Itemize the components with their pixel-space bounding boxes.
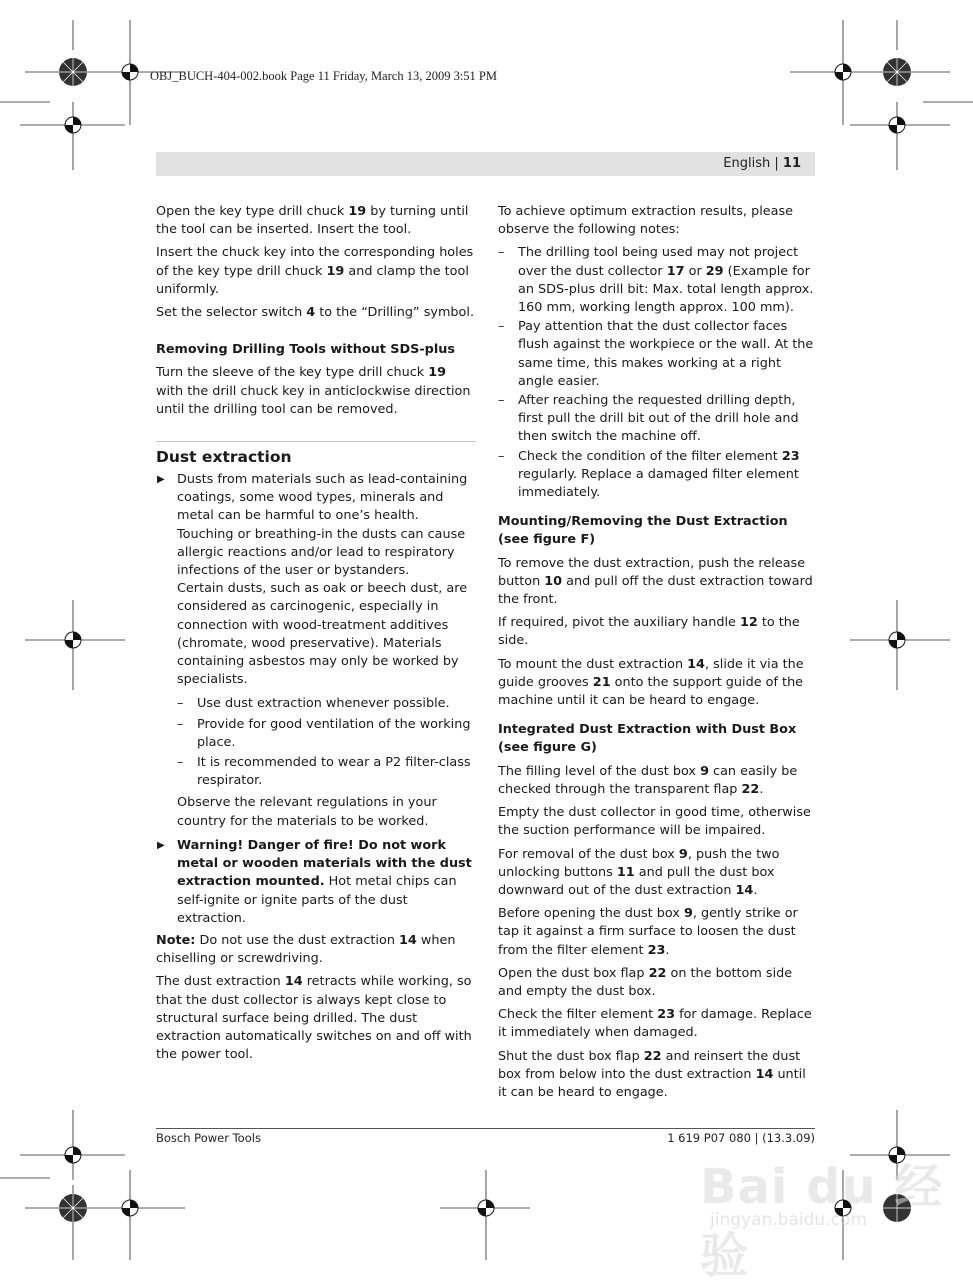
text: for damage. Replace it immediately when damaged.	[498, 1007, 812, 1041]
paragraph	[498, 846, 816, 901]
text: To mount the dust extraction	[498, 656, 688, 672]
ref-number: 12	[739, 615, 758, 631]
text: Shut the dust box flap	[498, 1048, 644, 1064]
text: with the drill chuck key in anticlockwise direction until the drilling tool can be removed.	[156, 383, 471, 417]
baidu-watermark	[700, 1148, 960, 1284]
ref-number: 29	[705, 263, 724, 279]
ref-number: 17	[666, 263, 685, 279]
left-column	[156, 203, 476, 1069]
paragraph	[498, 763, 816, 799]
text: to the “Drilling” symbol.	[315, 305, 475, 321]
ref-number: 10	[544, 573, 563, 589]
dash-bullet: –	[498, 319, 505, 335]
note-paragraph	[156, 932, 476, 968]
text: , push the two unlocking buttons	[498, 846, 780, 880]
text: Check the condition of the filter element	[518, 448, 782, 464]
text: To remove the dust extraction, push the release button	[498, 555, 806, 589]
text: onto the support guide of the machine until it can be heard to engage.	[498, 674, 804, 709]
text: on the bottom side and empty the dust box.	[498, 965, 793, 999]
page-number: 11	[782, 156, 801, 171]
paragraph	[156, 203, 476, 239]
page-header-bar	[156, 152, 815, 176]
list-item	[498, 448, 816, 503]
list-item	[177, 716, 476, 752]
dash-bullet: –	[498, 393, 505, 409]
paragraph: Empty the dust collector in good time, otherwise the suction performance will be impaired.	[498, 805, 811, 839]
paragraph	[498, 1006, 816, 1042]
header-separator: |	[770, 156, 783, 171]
text: Turn the sleeve of the key type drill chuck	[156, 365, 429, 381]
list-item	[498, 318, 816, 391]
text: If required, pivot the auxiliary handle	[498, 615, 740, 631]
footer-brand: Bosch Power Tools	[156, 1131, 261, 1145]
warning-block	[156, 837, 476, 928]
ref-number: 21	[592, 674, 611, 690]
text: and pull the dust box downward out of the dust extraction	[498, 864, 775, 898]
paragraph	[498, 965, 816, 1001]
dash-list	[498, 244, 816, 502]
list-item	[498, 244, 816, 317]
text: by turning until the tool can be inserted. Insert the tool.	[156, 204, 469, 238]
text: Hot metal chips can self-ignite or ignite parts of the dust extraction.	[177, 874, 457, 926]
ref-number: 11	[616, 864, 635, 880]
paragraph	[498, 656, 816, 711]
ref-number: 19	[326, 263, 345, 279]
text: , slide it via the guide grooves	[498, 656, 804, 690]
paragraph	[156, 973, 476, 1064]
ref-number: 14	[755, 1066, 774, 1082]
triangle-bullet-icon: ▶	[157, 474, 165, 486]
right-column	[498, 203, 816, 1107]
ref-number: 14	[399, 932, 417, 948]
warning-text: Certain dusts, such as oak or beech dust, are considered as carcinogenic, especially in connection with wood-treatment additives (chromate, wood preservative). Materials containing asbestos may only be worked by specialists.	[177, 581, 468, 688]
ref-number: 23	[657, 1007, 675, 1023]
footer-rule	[156, 1128, 815, 1129]
text: .	[665, 942, 670, 958]
text: (Example for an SDS-plus drill bit: Max. total length approx. 160 mm, working length approx. 100 mm).	[518, 263, 814, 316]
dash-bullet: –	[177, 755, 184, 771]
text: Set the selector switch	[156, 305, 307, 321]
ref-number: 9	[700, 763, 709, 779]
text: Open the key type drill chuck	[156, 204, 349, 219]
warning-block	[156, 471, 476, 831]
ref-number: 22	[741, 781, 760, 797]
text: until it can be heard to engage.	[498, 1066, 806, 1100]
text: Insert the chuck key into the corresponding holes of the key type drill chuck	[156, 245, 474, 279]
ref-number: 14	[687, 656, 705, 672]
ref-number: 9	[678, 846, 688, 862]
dash-bullet: –	[177, 716, 184, 732]
text: and reinsert the dust box from below into the dust extraction	[498, 1048, 801, 1082]
subheading: Mounting/Removing the Dust Extraction (see figure F)	[498, 514, 788, 548]
text: and clamp the tool uniformly.	[156, 263, 469, 297]
print-slug: OBJ_BUCH-404-002.book Page 11 Friday, March 13, 2009 3:51 PM	[150, 69, 497, 83]
text: , gently strike or tap it against a firm surface to loosen the dust from the filter element	[498, 906, 798, 958]
text: Check the filter element	[498, 1007, 658, 1023]
note-label: Note:	[156, 932, 196, 948]
text: It is recommended to wear a P2 filter-class respirator.	[197, 755, 471, 789]
list-item	[177, 754, 476, 790]
ref-number: 23	[647, 942, 666, 958]
ref-number: 23	[781, 448, 800, 464]
ref-number: 4	[306, 305, 316, 321]
text: After reaching the requested drilling depth, first pull the drill bit out of the drill hole and then switch the machine off.	[518, 393, 799, 445]
ref-number: 22	[643, 1048, 662, 1064]
ref-number: 9	[683, 906, 693, 922]
paragraph	[156, 304, 476, 322]
text: Provide for good ventilation of the working place.	[197, 716, 471, 750]
warning-text: Observe the relevant regulations in your country for the materials to be worked.	[177, 795, 437, 829]
text: The filling level of the dust box	[498, 763, 701, 779]
ref-number: 14	[284, 974, 303, 990]
text: Use dust extraction whenever possible.	[197, 696, 450, 712]
warning-text: Dusts from materials such as lead-containing coatings, some wood types, minerals and metal can be harmful to one’s health. Touching or breathing-in the dusts can cause allergic reactions and/or lead to respiratory infections of the user or bystanders.	[177, 472, 468, 579]
ref-number: 22	[648, 965, 667, 981]
dash-list	[177, 695, 476, 790]
warning-bold: Warning! Danger of fire! Do not work metal or wooden materials with the dust extraction mounted.	[177, 837, 472, 890]
text: For removal of the dust box	[498, 846, 679, 862]
ref-number: 19	[348, 204, 367, 219]
text: and pull off the dust extraction toward the front.	[498, 573, 813, 608]
triangle-bullet-icon: ▶	[157, 839, 165, 851]
text: regularly. Replace a damaged filter element immediately.	[518, 466, 799, 501]
text: The drilling tool being used may not project over the dust collector	[518, 245, 799, 279]
ref-number: 14	[735, 882, 754, 898]
dash-bullet: –	[498, 245, 505, 261]
dash-bullet: –	[177, 696, 184, 712]
paragraph	[498, 905, 816, 960]
list-item	[177, 695, 476, 713]
paragraph	[498, 1048, 816, 1103]
paragraph: To achieve optimum extraction results, please observe the following notes:	[498, 204, 794, 238]
text: can easily be checked through the transparent flap	[498, 763, 798, 797]
ref-number: 19	[428, 365, 447, 381]
subheading: Integrated Dust Extraction with Dust Box (see figure G)	[498, 722, 797, 756]
list-item	[498, 392, 816, 447]
text: .	[759, 781, 764, 797]
paragraph	[156, 244, 476, 299]
text: Before opening the dust box	[498, 906, 684, 922]
text: Pay attention that the dust collector faces flush against the workpiece or the wall. At the same time, this makes working at a right angle easier.	[518, 319, 814, 389]
page-header-label	[723, 156, 801, 171]
text: when chiselling or screwdriving.	[156, 932, 456, 967]
text: .	[753, 882, 758, 898]
text: Do not use the dust extraction	[195, 932, 399, 948]
text: or	[684, 263, 706, 279]
text: The dust extraction	[156, 974, 285, 990]
text: to the side.	[498, 615, 800, 649]
subheading: Removing Drilling Tools without SDS-plus	[156, 342, 455, 358]
text: Open the dust box flap	[498, 965, 649, 981]
dash-bullet: –	[498, 448, 505, 464]
footer-doc-number: 1 619 P07 080 | (13.3.09)	[667, 1131, 815, 1145]
watermark-url: jingyan.baidu.com	[710, 1210, 867, 1230]
paragraph	[156, 364, 476, 419]
paragraph	[498, 614, 816, 650]
header-language: English	[723, 156, 771, 171]
paragraph	[498, 555, 816, 610]
text: retracts while working, so that the dust collector is always kept close to structural surface being drilled. The dust extraction automatically switches on and off with the power tool.	[156, 974, 472, 1063]
section-heading: Dust extraction	[156, 441, 476, 467]
watermark-brand: Bai du 经验	[700, 1159, 944, 1284]
